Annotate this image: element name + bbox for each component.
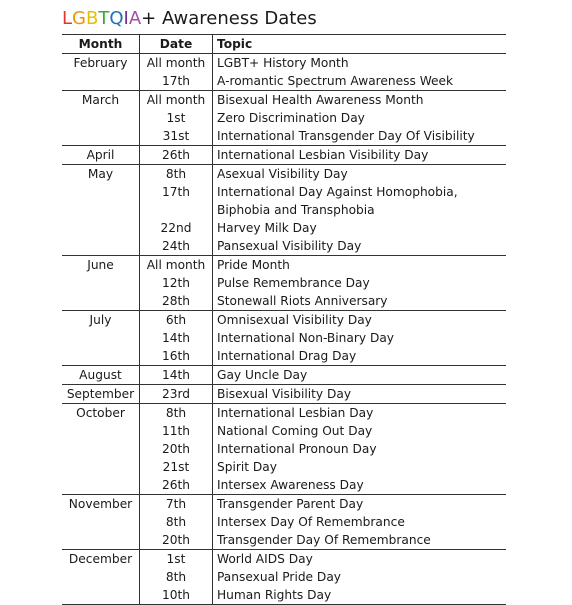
topic-cell: Zero Discrimination Day <box>213 109 507 127</box>
topic-cell: Intersex Day Of Remembrance <box>213 513 507 531</box>
date-cell: 10th <box>140 586 213 605</box>
month-cell <box>62 329 140 347</box>
month-cell: November <box>68 497 133 511</box>
table-row <box>62 586 506 605</box>
table-row <box>62 72 506 91</box>
date-cell: All month <box>140 91 213 110</box>
date-cell: All month <box>140 54 213 73</box>
topic-cell: A-romantic Spectrum Awareness Week <box>213 72 507 91</box>
month-cell: April <box>86 148 115 162</box>
table-row <box>62 127 506 146</box>
topic-cell: International Non-Binary Day <box>213 329 507 347</box>
month-cell <box>62 422 140 440</box>
table-row <box>62 347 506 366</box>
title-letter: A <box>128 8 142 29</box>
topic-cell: Omnisexual Visibility Day <box>213 311 507 330</box>
date-cell: All month <box>140 256 213 275</box>
topic-cell: Human Rights Day <box>213 586 507 605</box>
month-cell <box>62 183 140 219</box>
month-cell <box>62 219 140 237</box>
topic-cell: Pride Month <box>213 256 507 275</box>
table-row <box>62 550 506 569</box>
topic-cell: Transgender Day Of Remembrance <box>213 531 507 550</box>
table-row <box>62 329 506 347</box>
table-row <box>62 366 506 385</box>
title-letter: B <box>85 8 99 29</box>
topic-cell: International Pronoun Day <box>213 440 507 458</box>
topic-cell: International Lesbian Visibility Day <box>213 146 507 165</box>
awareness-dates-table <box>62 34 506 605</box>
date-cell: 28th <box>140 292 213 311</box>
header-topic: Topic <box>213 35 507 54</box>
date-cell: 24th <box>140 237 213 256</box>
date-cell: 8th <box>140 568 213 586</box>
date-cell: 17th <box>140 183 213 219</box>
month-cell <box>62 347 140 366</box>
date-cell: 12th <box>140 274 213 292</box>
month-cell <box>62 568 140 586</box>
table-row <box>62 146 506 165</box>
table-row <box>62 311 506 330</box>
table-row <box>62 568 506 586</box>
topic-cell: Transgender Parent Day <box>213 495 507 514</box>
month-cell <box>62 109 140 127</box>
title-rainbow-letters <box>62 8 141 29</box>
date-cell: 8th <box>140 513 213 531</box>
topic-cell: Pulse Remembrance Day <box>213 274 507 292</box>
date-cell: 1st <box>140 550 213 569</box>
table-row <box>62 91 506 110</box>
table-row <box>62 237 506 256</box>
table-header-row <box>62 35 506 54</box>
month-cell: May <box>87 167 114 181</box>
title-letter: I <box>123 8 129 29</box>
month-cell <box>62 440 140 458</box>
topic-cell: Bisexual Health Awareness Month <box>213 91 507 110</box>
table-row <box>62 385 506 404</box>
topic-cell: National Coming Out Day <box>213 422 507 440</box>
month-cell <box>62 531 140 550</box>
table-row <box>62 274 506 292</box>
title-letter: G <box>72 8 86 29</box>
month-cell <box>62 476 140 495</box>
month-cell <box>62 237 140 256</box>
topic-cell: International Lesbian Day <box>213 404 507 423</box>
topic-cell: Spirit Day <box>213 458 507 476</box>
month-cell: February <box>73 56 128 70</box>
month-cell: September <box>66 387 135 401</box>
month-cell <box>62 458 140 476</box>
table-row <box>62 440 506 458</box>
topic-cell: International Drag Day <box>213 347 507 366</box>
date-cell: 21st <box>140 458 213 476</box>
title-letter: T <box>98 8 110 29</box>
date-cell: 11th <box>140 422 213 440</box>
date-cell: 20th <box>140 531 213 550</box>
table-row <box>62 219 506 237</box>
topic-cell: Pansexual Visibility Day <box>213 237 507 256</box>
month-cell: October <box>76 406 125 420</box>
month-cell <box>62 586 140 605</box>
date-cell: 8th <box>140 165 213 184</box>
date-cell: 7th <box>140 495 213 514</box>
table-row <box>62 54 506 73</box>
title-text: + Awareness Dates <box>141 8 317 29</box>
date-cell: 16th <box>140 347 213 366</box>
table-row <box>62 476 506 495</box>
title-letter: L <box>62 8 73 29</box>
date-cell: 22nd <box>140 219 213 237</box>
table-row <box>62 495 506 514</box>
topic-cell: International Transgender Day Of Visibility <box>213 127 507 146</box>
date-cell: 1st <box>140 109 213 127</box>
date-cell: 14th <box>140 366 213 385</box>
date-cell: 17th <box>140 72 213 91</box>
table-row <box>62 183 506 219</box>
date-cell: 23rd <box>140 385 213 404</box>
month-cell <box>62 292 140 311</box>
date-cell: 6th <box>140 311 213 330</box>
table-row <box>62 109 506 127</box>
table-row <box>62 404 506 423</box>
month-cell <box>62 513 140 531</box>
table-row <box>62 531 506 550</box>
table-row <box>62 513 506 531</box>
page-title <box>62 7 317 31</box>
month-cell: June <box>87 258 114 272</box>
date-cell: 26th <box>140 146 213 165</box>
topic-cell: Harvey Milk Day <box>213 219 507 237</box>
header-date: Date <box>140 35 213 54</box>
month-cell <box>62 72 140 91</box>
title-letter: Q <box>109 8 124 29</box>
topic-cell: International Day Against Homophobia, Biphobia and Transphobia <box>213 183 507 219</box>
topic-cell: Stonewall Riots Anniversary <box>213 292 507 311</box>
topic-cell: Bisexual Visibility Day <box>213 385 507 404</box>
table-row <box>62 422 506 440</box>
topic-cell: Gay Uncle Day <box>213 366 507 385</box>
date-cell: 31st <box>140 127 213 146</box>
topic-cell: LGBT+ History Month <box>213 54 507 73</box>
topic-cell: Asexual Visibility Day <box>213 165 507 184</box>
topic-cell: World AIDS Day <box>213 550 507 569</box>
month-cell <box>62 127 140 146</box>
date-cell: 8th <box>140 404 213 423</box>
date-cell: 14th <box>140 329 213 347</box>
month-cell: March <box>81 93 120 107</box>
month-cell: August <box>79 368 122 382</box>
table-row <box>62 256 506 275</box>
month-cell: December <box>68 552 133 566</box>
table-row <box>62 165 506 184</box>
date-cell: 26th <box>140 476 213 495</box>
date-cell: 20th <box>140 440 213 458</box>
month-cell <box>62 274 140 292</box>
topic-cell: Pansexual Pride Day <box>213 568 507 586</box>
header-month: Month <box>78 37 123 51</box>
table-row <box>62 458 506 476</box>
month-cell: July <box>89 313 112 327</box>
table-row <box>62 292 506 311</box>
topic-cell: Intersex Awareness Day <box>213 476 507 495</box>
